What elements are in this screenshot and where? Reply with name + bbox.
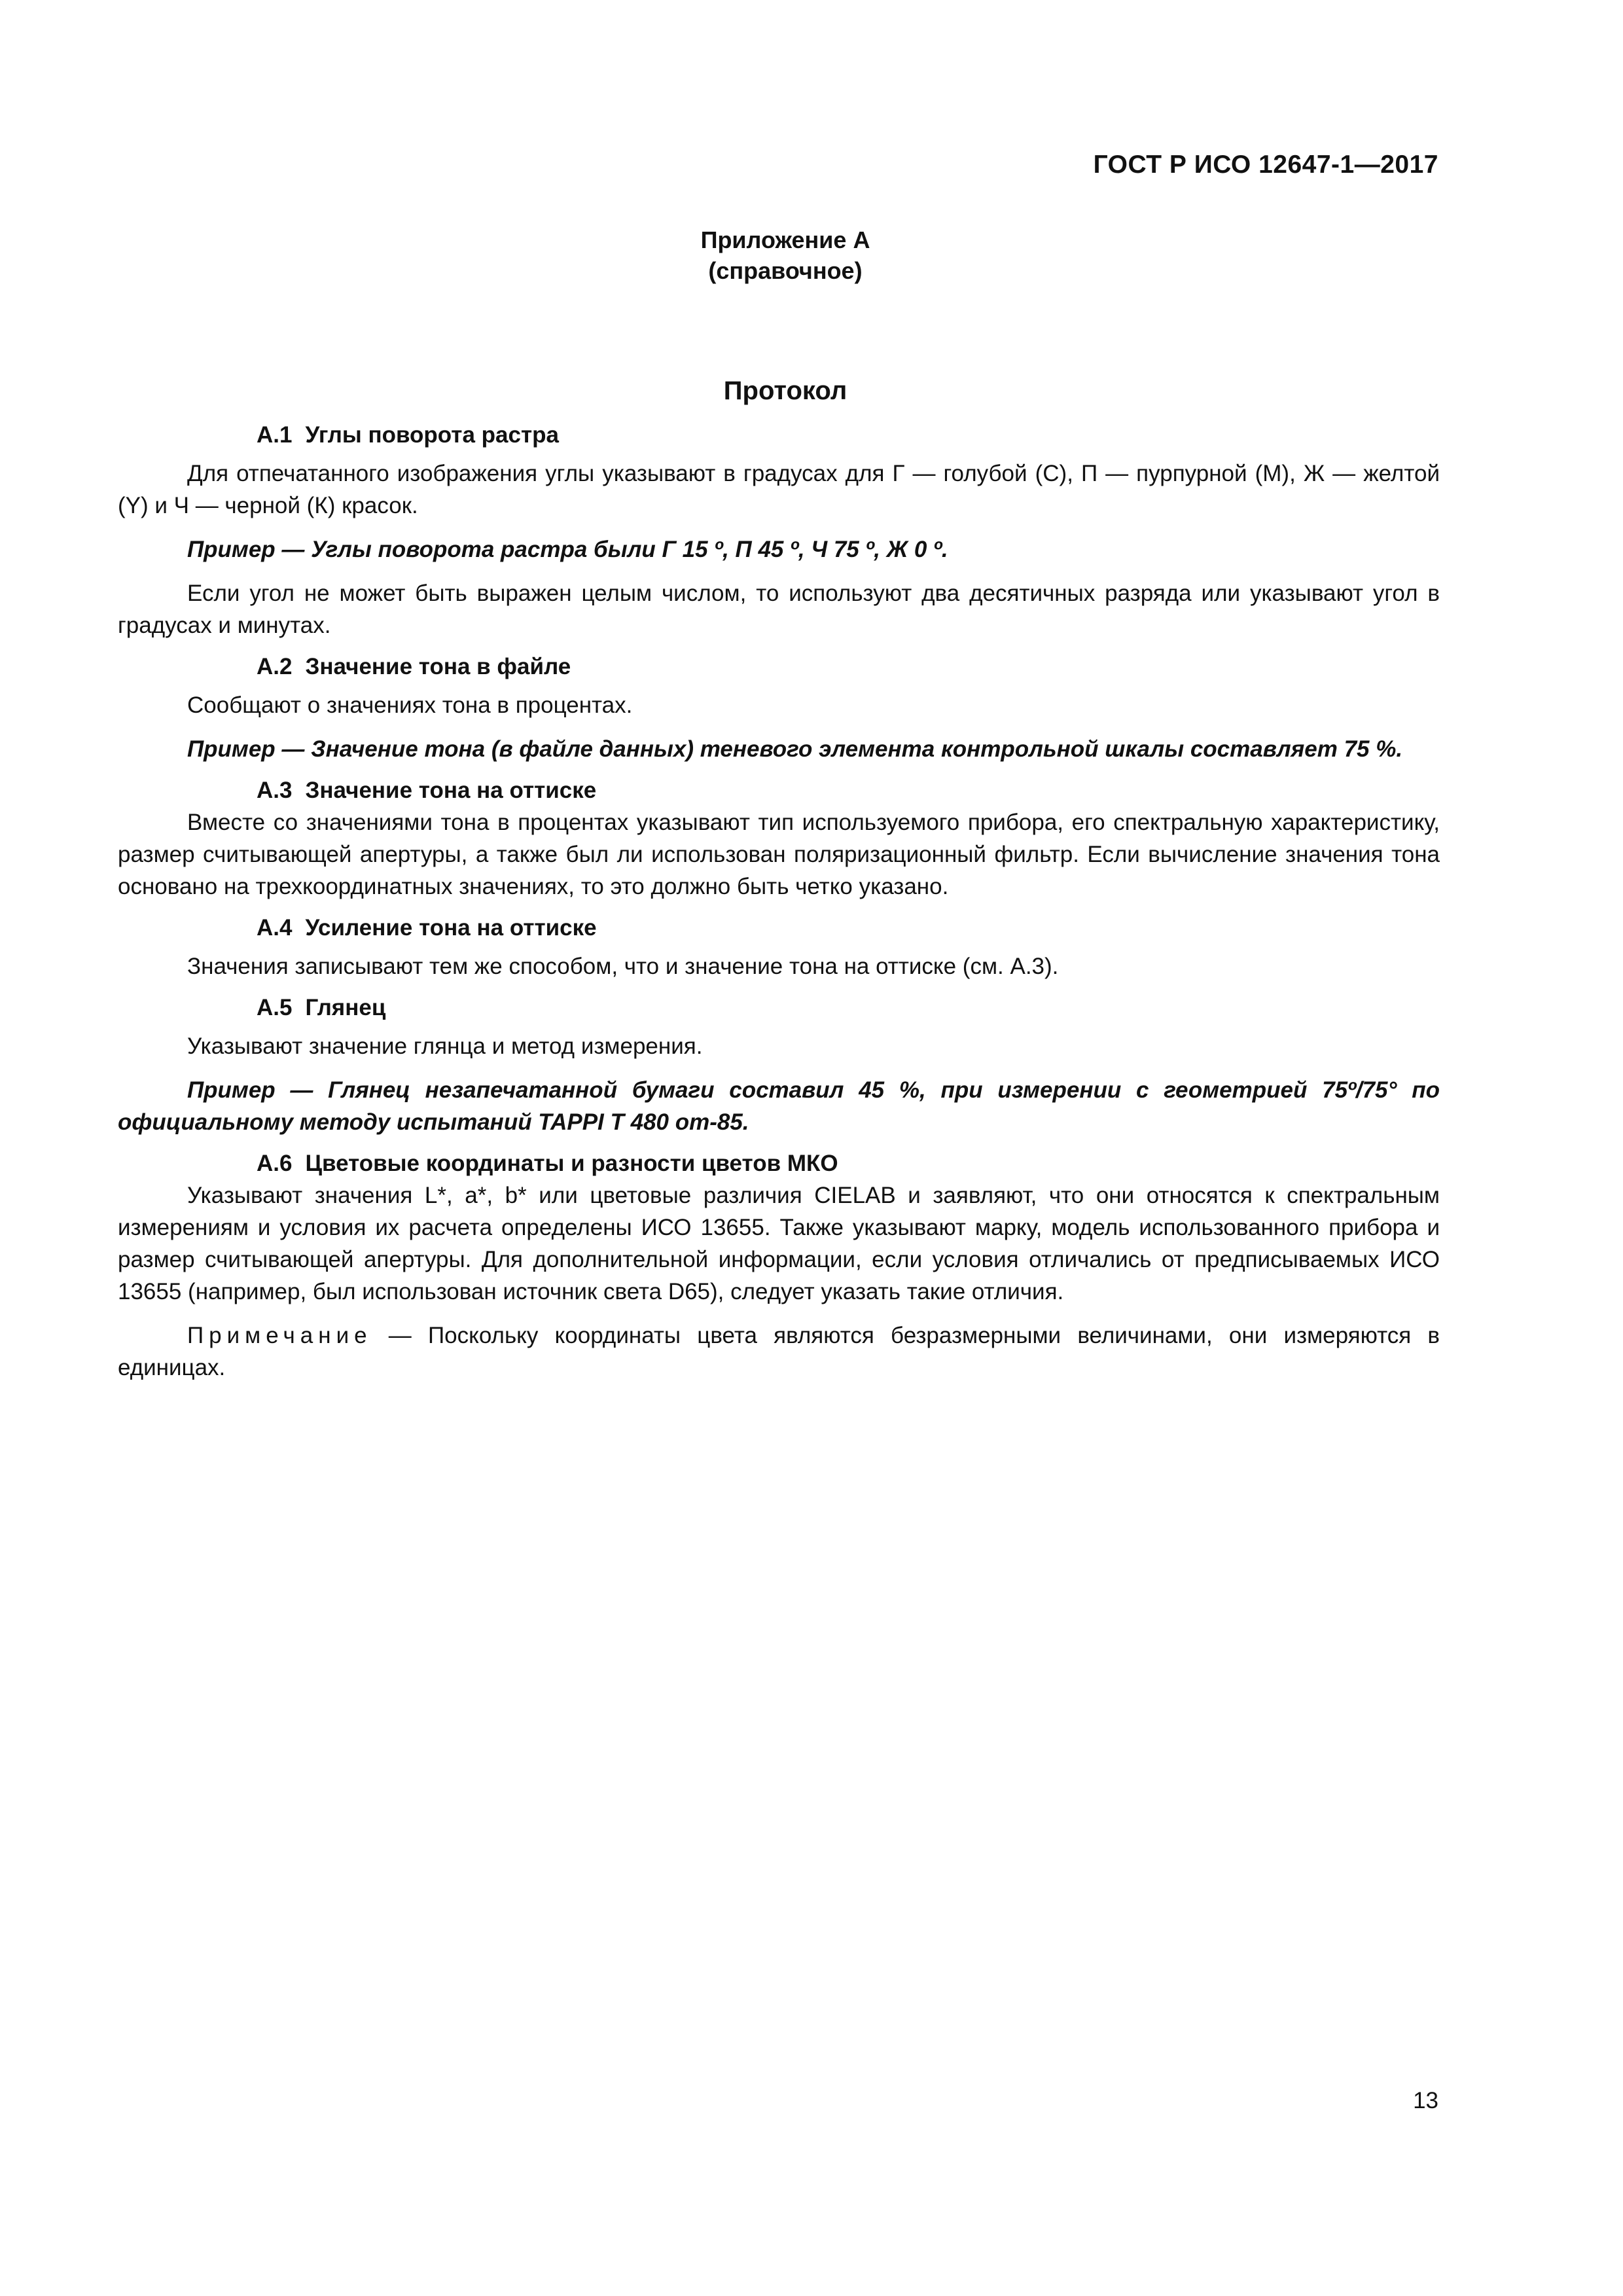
section-number: А.1 [257, 422, 293, 448]
document-body [118, 419, 1440, 1384]
page-number: 13 [1413, 2088, 1438, 2113]
section-number: А.4 [257, 915, 293, 941]
paragraph: Значения записывают тем же способом, что и значение тона на оттиске (см. А.3). [187, 954, 1059, 979]
example-paragraph: Пример — Углы поворота растра были Г 15 º, П 45 º, Ч 75 º, Ж 0 º. [187, 537, 948, 562]
paragraph: Сообщают о значениях тона в процентах. [187, 692, 633, 718]
section-title: Цветовые координаты и разности цветов МКО [305, 1151, 838, 1176]
section-title: Значение тона в файле [305, 654, 571, 679]
section-heading [118, 992, 1440, 1024]
paragraph: Указывают значения L*, a*, b* или цветовые различия CIELAB и заявляют, что они относятся к спектральным измерениям и условия их расчета определены ИСО 13655. Также указывают марку, модель использованного прибора и размер считывающей апертуры. Для дополнительной информации, если условия отличались от предписываемых ИСО 13655 (например, был использован источник света D65), следует указать такие отличия. [118, 1183, 1440, 1304]
paragraph: Для отпечатанного изображения углы указывают в градусах для Г — голубой (С), П — пурпурной (М), Ж — желтой (Y) и Ч — черной (К) красок. [118, 461, 1440, 518]
section-heading [118, 774, 1440, 806]
section-number: А.5 [257, 995, 293, 1020]
paragraph: Вместе со значениями тона в процентах указывают тип используемого прибора, его спектральную характеристику, размер считывающей апертуры, а также был ли использован поляризационный фильтр. Если вычисление значения тона основано на трехкоординатных значениях, то это должно быть четко указано. [118, 810, 1440, 899]
section-heading [118, 912, 1440, 944]
section-number: А.3 [257, 778, 293, 803]
annex-title: Приложение А [700, 226, 870, 253]
section-number: А.6 [257, 1151, 293, 1176]
section-heading [118, 419, 1440, 451]
paragraph: Если угол не может быть выражен целым числом, то используют два десятичных разряда или указывают угол в градусах и минутах. [118, 581, 1440, 638]
paragraph: Указывают значение глянца и метод измерения. [187, 1033, 703, 1059]
example-paragraph: Пример — Глянец незапечатанной бумаги составил 45 %, при измерении с геометрией 75º/75° по официальному методу испытаний TAPPI T 480 om-85. [118, 1077, 1440, 1135]
section-number: А.2 [257, 654, 293, 679]
note-label: Примечание [187, 1323, 372, 1348]
section-title: Усиление тона на оттиске [305, 915, 597, 941]
example-paragraph: Пример — Значение тона (в файле данных) теневого элемента контрольной шкалы составляет 75 %. [187, 736, 1403, 762]
section-heading [118, 1147, 1440, 1179]
note-paragraph [118, 1319, 1440, 1384]
document-title: Протокол [723, 376, 847, 405]
annex-heading [0, 224, 1571, 286]
note-text: — Поскольку координаты цвета являются безразмерными величинами, они измеряются в единицах. [118, 1323, 1440, 1380]
section-title: Глянец [305, 995, 386, 1020]
section-title: Значение тона на оттиске [305, 778, 597, 803]
section-title: Углы поворота растра [305, 422, 559, 448]
document-code: ГОСТ Р ИСО 12647-1—2017 [1093, 151, 1438, 179]
section-heading [118, 651, 1440, 683]
annex-subtitle: (справочное) [708, 257, 863, 284]
